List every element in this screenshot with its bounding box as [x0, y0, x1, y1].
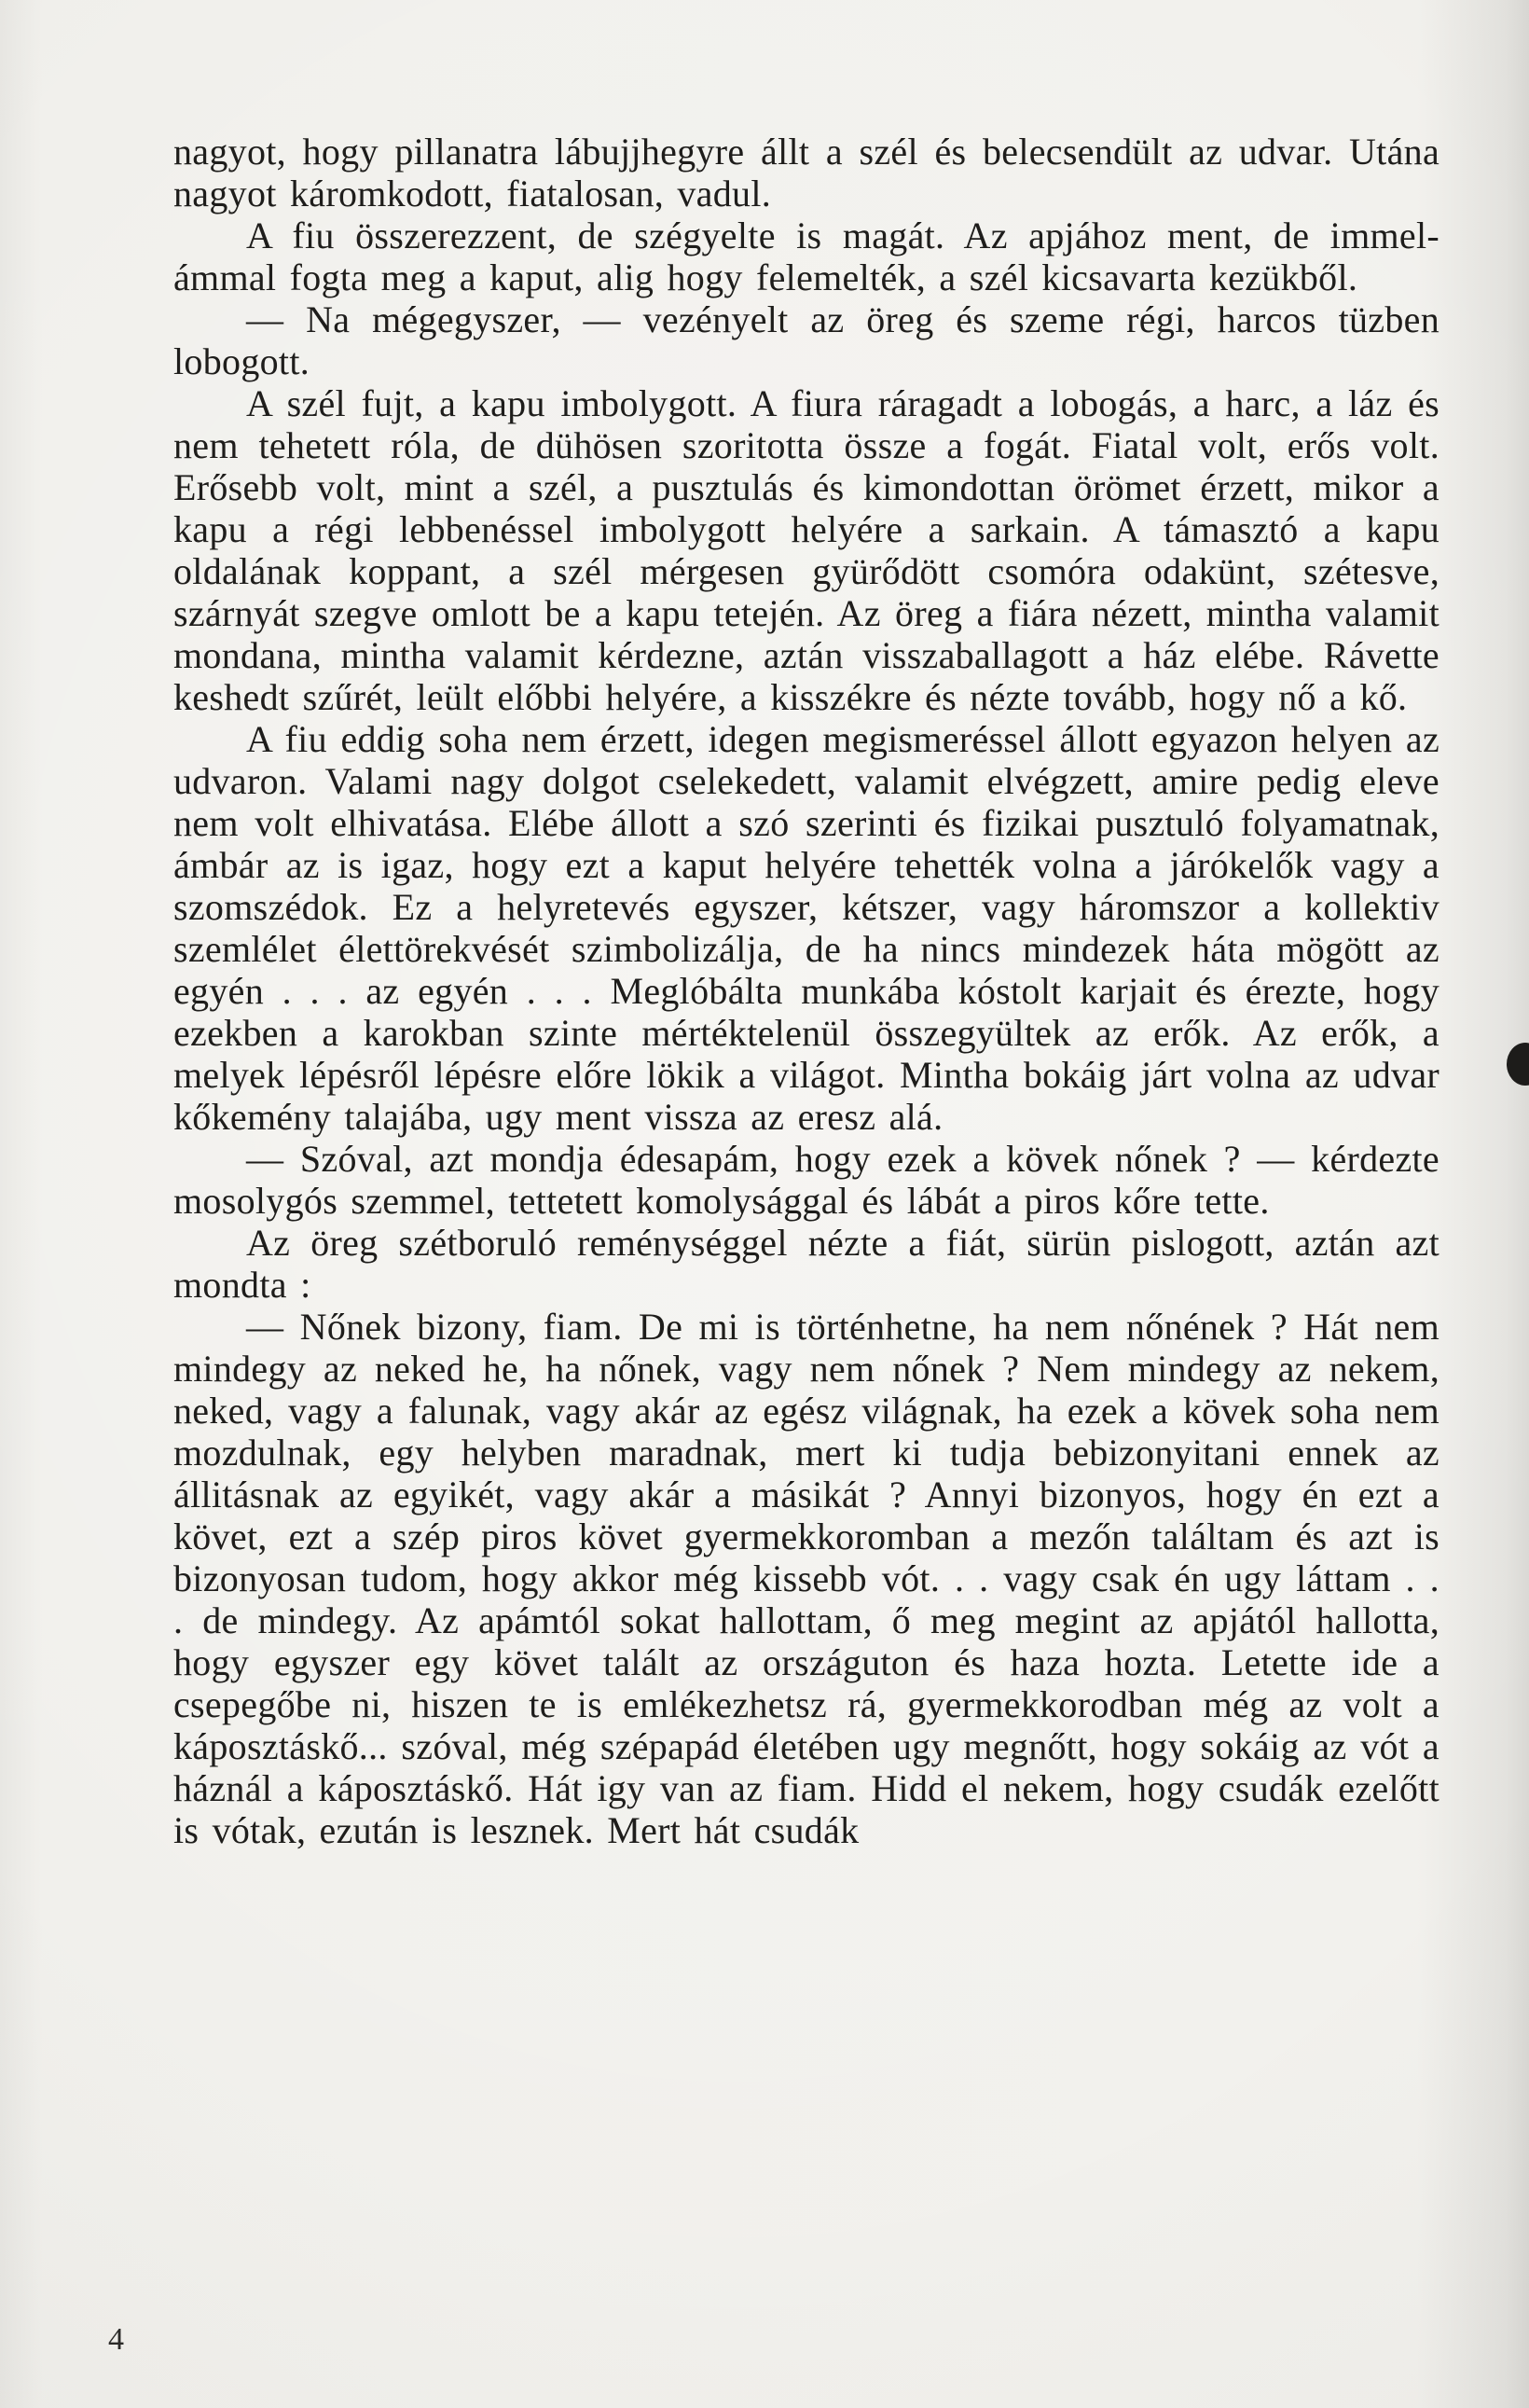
scan-artifact [1507, 1043, 1529, 1086]
paragraph: nagyot, hogy pillanatra lábujjhegyre állt a szél és belecsendült az udvar. Utána nagyot káromkodott, fiatalosan, vadul. [173, 131, 1439, 215]
paragraph: A fiu összerezzent, de szégyelte is magát. Az apjához ment, de immel-ámmal fogta meg a kaput, alig hogy felemelték, a szél kicsavarta kezükből. [173, 215, 1439, 298]
paragraph: Az öreg szétboruló reménységgel nézte a fiát, sürün pislogott, aztán azt mondta : [173, 1222, 1439, 1306]
paragraph: — Nőnek bizony, fiam. De mi is történhetne, ha nem nőnének ? Hát nem mindegy az neked he, ha nőnek, vagy nem nőnek ? Nem mindegy az nekem, neked, vagy a falunak, vagy akár az egész világnak, ha ezek a kövek soha nem mozdulnak, egy helyben maradnak, mert ki tudja bebizonyitani ennek az állitásnak az egyikét, vagy akár a másikát ? Annyi bizonyos, hogy én ezt a követ, ezt a szép piros követ gyermekkoromban a mezőn találtam és azt is bizonyosan tudom, hogy akkor még kissebb vót. . . vagy csak én ugy láttam . . . de mindegy. Az apámtól sokat hallottam, ő meg megint az apjától hallotta, hogy egyszer egy követ talált az országuton és haza hozta. Letette ide a csepegőbe ni, hiszen te is emlékezhetsz rá, gyermekkorodban még az volt a káposztáskő... szóval, még szépapád életében ugy megnőtt, hogy sokáig az vót a háznál a káposztáskő. Hát igy van az fiam. Hidd el nekem, hogy csudák ezelőtt is vótak, ezután is lesznek. Mert hát csudák [173, 1306, 1439, 1851]
paragraph: — Szóval, azt mondja édesapám, hogy ezek a kövek nőnek ? — kérdezte mosolygós szemmel, tettetett komolysággal és lábát a piros kőre tette. [173, 1138, 1439, 1222]
page-text [173, 131, 1439, 1851]
paragraph: — Na mégegyszer, — vezényelt az öreg és szeme régi, harcos tüzben lobogott. [173, 298, 1439, 382]
paragraph: A szél fujt, a kapu imbolygott. A fiura ráragadt a lobogás, a harc, a láz és nem tehetett róla, de dühösen szoritotta össze a fogát. Fiatal volt, erős volt. Erősebb volt, mint a szél, a pusztulás és kimondottan örömet érzett, mikor a kapu a régi lebbenéssel imbolygott helyére a sarkain. A támasztó a kapu oldalának koppant, a szél mérgesen gyürődött csomóra odakünt, szétesve, szárnyát szegve omlott be a kapu tetején. Az öreg a fiára nézett, mintha valamit mondana, mintha valamit kérdezne, aztán visszaballagott a ház elébe. Rávette keshedt szűrét, leült előbbi helyére, a kisszékre és nézte tovább, hogy nő a kő. [173, 382, 1439, 718]
page-number: 4 [108, 2322, 124, 2357]
paragraph: A fiu eddig soha nem érzett, idegen megismeréssel állott egyazon helyen az udvaron. Valami nagy dolgot cselekedett, valamit elvégzett, amire pedig eleve nem volt elhivatása. Elébe állott a szó szerinti és fizikai pusztuló folyamatnak, ámbár az is igaz, hogy ezt a kaput helyére tehették volna a járókelők vagy a szomszédok. Ez a helyretevés egyszer, kétszer, vagy háromszor a kollektiv szemlélet élettörekvését szimbolizálja, de ha nincs mindezek háta mögött az egyén . . . az egyén . . . Meglóbálta munkába kóstolt karjait és érezte, hogy ezekben a karokban szinte mértéktelenül összegyültek az erők. Az erők, a melyek lépésről lépésre előre lökik a világot. Mintha bokáig járt volna az udvar kőkemény talajába, ugy ment vissza az eresz alá. [173, 718, 1439, 1138]
